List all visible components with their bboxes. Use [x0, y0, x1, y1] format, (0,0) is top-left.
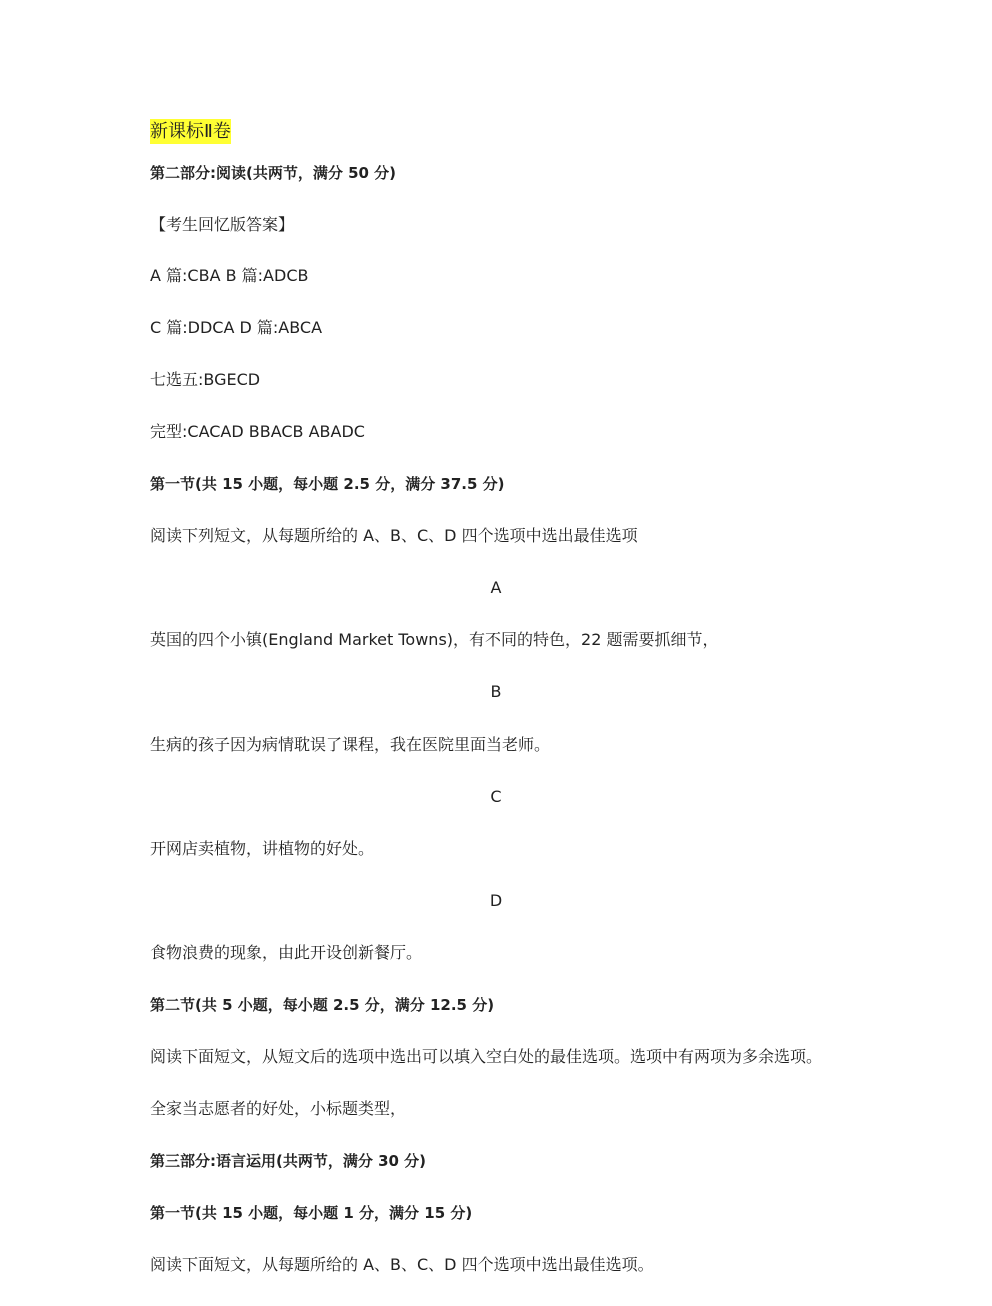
- passage-a-summary: 英国的四个小镇(England Market Towns)，有不同的特色，22 题需要抓细节，: [150, 630, 719, 649]
- passage-d-summary: 食物浪费的现象，由此开设创新餐厅。: [150, 943, 423, 962]
- section1-instruction: 阅读下列短文，从每题所给的 A、B、C、D 四个选项中选出最佳选项: [150, 526, 638, 545]
- part2-heading: 第二部分:阅读(共两节，满分 50 分): [150, 164, 397, 182]
- section2-instruction: 阅读下面短文，从短文后的选项中选出可以填入空白处的最佳选项。选项中有两项为多余选项。: [150, 1047, 823, 1066]
- exam-title-highlight: 新课标Ⅱ卷: [150, 121, 231, 142]
- passage-b-summary: 生病的孩子因为病情耽误了课程，我在医院里面当老师。: [150, 735, 551, 754]
- section1-heading: 第一节(共 15 小题，每小题 2.5 分，满分 37.5 分): [150, 475, 505, 493]
- answers-seven-choose-five: 七选五:BGECD: [150, 370, 261, 389]
- passage-b-letter: B: [490, 682, 502, 701]
- passage-c-summary: 开网店卖植物，讲植物的好处。: [150, 839, 375, 858]
- passage-c-letter: C: [490, 787, 502, 806]
- answers-passages-cd: C 篇:DDCA D 篇:ABCA: [150, 318, 323, 337]
- answers-cloze: 完型:CACAD BBACB ABADC: [150, 422, 365, 441]
- answers-label: 【考生回忆版答案】: [150, 215, 295, 234]
- passage-d-letter: D: [489, 891, 503, 910]
- answers-passages-ab: A 篇:CBA B 篇:ADCB: [150, 266, 309, 285]
- section2-summary: 全家当志愿者的好处，小标题类型，: [150, 1099, 407, 1118]
- section2-heading: 第二节(共 5 小题，每小题 2.5 分，满分 12.5 分): [150, 996, 495, 1014]
- passage-a-letter: A: [490, 578, 502, 597]
- part3-section1-heading: 第一节(共 15 小题，每小题 1 分，满分 15 分): [150, 1204, 473, 1222]
- exam-title: [150, 121, 231, 143]
- part3-heading: 第三部分:语言运用(共两节，满分 30 分): [150, 1152, 427, 1170]
- part3-section1-instruction: 阅读下面短文，从每题所给的 A、B、C、D 四个选项中选出最佳选项。: [150, 1255, 654, 1274]
